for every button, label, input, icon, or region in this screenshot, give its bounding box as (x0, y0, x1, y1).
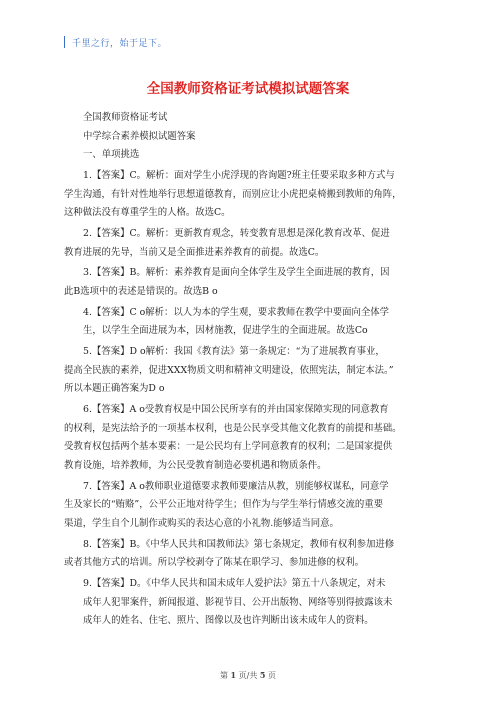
answer-line: 此B选项中的表述是错误的。故选B o (64, 285, 218, 297)
answer-line: 所以本题正确答案为D o (64, 383, 165, 395)
answer-line: 渠道，学生自个儿制作或购买的表达心意的小礼物.能够适当同意。 (64, 517, 339, 529)
answer-line: 提高全民族的素养，促进XXX物质文明和精神文明建设，依照宪法，制定本法。” (64, 364, 394, 376)
answer-line: 4.【答案】C o解析：以人为本的学生观，要求教师在教学中要面向全体学 (83, 306, 389, 318)
answer-line: 成年人犯罪案件，新闻报道、影视节目、公开出版物、网络等别得披露该未 (83, 596, 393, 608)
answer-line: 6.【答案】A o受教育权是中国公民所享有的并由国家保障实现的同意教育 (83, 404, 389, 416)
answer-line: 的权利，是宪法给予的一项基本权利，也是公民享受其他文化教育的前提和基础。 (64, 422, 402, 434)
answer-item-9 (64, 575, 436, 631)
page-footer (0, 670, 496, 681)
answer-line: 2.【答案】C。解析：更新教育观念，转变教育思想是深化教育改革、促进 (83, 227, 390, 239)
answer-line: 1.【答案】C。解析：面对学生小虎浮现的咨询题?班主任要采取多种方式与 (83, 169, 395, 181)
footer-middle: 页/共 (238, 671, 258, 680)
answer-item-8 (64, 536, 436, 573)
footer-prefix: 第 (219, 671, 228, 680)
intro-exam-name: 全国教师资格证考试 (83, 112, 168, 123)
header-rule (64, 36, 65, 48)
answer-line: 5.【答案】D o解析：我国《教育法》第一条规定：“为了进展教育事业， (83, 346, 385, 358)
answer-line: 8.【答案】B。《中华人民共和国教师法》第七条规定，教师有权利参加进修 (83, 538, 395, 550)
document-title: 全国教师资格证考试模拟试题答案 (146, 81, 350, 97)
section-heading: 一、单项挑选 (83, 149, 140, 161)
answer-line: 9.【答案】D。《中华人民共和国未成年人爱护法》第五十八条规定，对未 (83, 577, 386, 589)
answer-line: 3.【答案】B。解析：素养教育是面向全体学生及学生全面进展的教育，因 (83, 267, 390, 279)
page-header (64, 35, 167, 49)
answer-item-5 (64, 343, 436, 399)
footer-suffix: 页 (268, 671, 277, 680)
document-body (64, 109, 436, 631)
answer-item-3 (64, 264, 436, 301)
answer-line: 7.【答案】A o教师职业道德要求教师要廉洁从教，别能够权谋私，同意学 (83, 480, 389, 492)
answer-item-6 (64, 401, 436, 475)
answer-line: 或者其他方式的培训。所以学校剥夺了陈某在职学习、参加进修的权利。 (64, 557, 365, 569)
answer-line: 生及家长的“贿赂”，公平公正地对待学生；但作为与学生举行情感交流的重要 (64, 499, 383, 511)
answer-line: 生，以学生全面进展为本，因材施教，促进学生的全面进展。故选Co (83, 325, 368, 337)
answer-line: 成年人的姓名、住宅、照片、图像以及也许判断出该未成年人的资料。 (83, 615, 374, 627)
answer-line: 这种做法没有尊重学生的人格。故选C。 (64, 207, 231, 219)
footer-total-pages: 5 (259, 670, 266, 680)
answer-line: 学生沟通，有针对性地举行思想道德教育，而别应让小虎把桌椅搬到教师的角阵， (64, 188, 402, 200)
answer-line: 受教育权包括两个基本要素：一是公民均有上学同意教育的权利；二是国家提供 (64, 441, 393, 453)
answer-item-1 (64, 167, 436, 223)
header-motto: 千里之行，始于足下。 (72, 38, 168, 49)
answer-line: 教育设施，培养教师，为公民受教育制造必要机遇和物质条件。 (64, 459, 327, 471)
footer-page-number: 1 (230, 670, 237, 680)
answer-item-4 (64, 304, 436, 341)
intro-subtitle: 中学综合素养模拟试题答案 (83, 130, 196, 142)
answer-item-7 (64, 478, 436, 534)
answer-line: 教育进展的先导，当前又是全面推进素养教育的前提。故选C。 (64, 246, 325, 258)
answer-item-2 (64, 225, 436, 262)
